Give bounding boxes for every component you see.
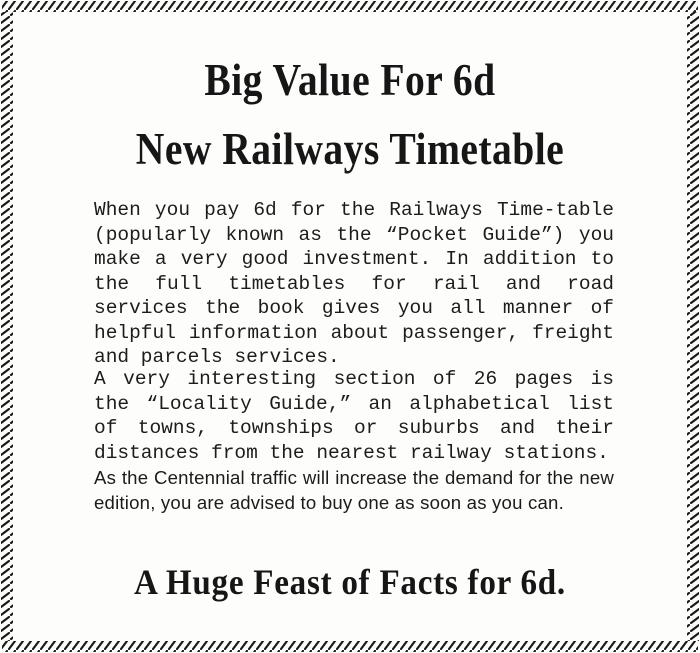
- tagline: A Huge Feast of Facts for 6d.: [134, 562, 566, 602]
- headline-line-2: New Railways Timetable: [135, 124, 565, 174]
- body-paragraph-1: When you pay 6d for the Railways Time-table (popularly known as the “Pocket Guide”) you make a very good investment. In addition to the full timetables for rail and road services the book gives you all manner of helpful information about passenger, freight and parcels services.: [94, 199, 614, 368]
- ad-content: [22, 22, 678, 631]
- headline-line-1: Big Value For 6d: [204, 55, 496, 105]
- body-paragraph-3: As the Centennial traffic will increase the demand for the new edition, you are advised to buy one as soon as you can.: [94, 467, 614, 513]
- body-paragraph-2: A very interesting section of 26 pages is the “Locality Guide,” an alphabetical list of towns, townships or suburbs and their distances from the nearest railway stations.: [94, 368, 614, 464]
